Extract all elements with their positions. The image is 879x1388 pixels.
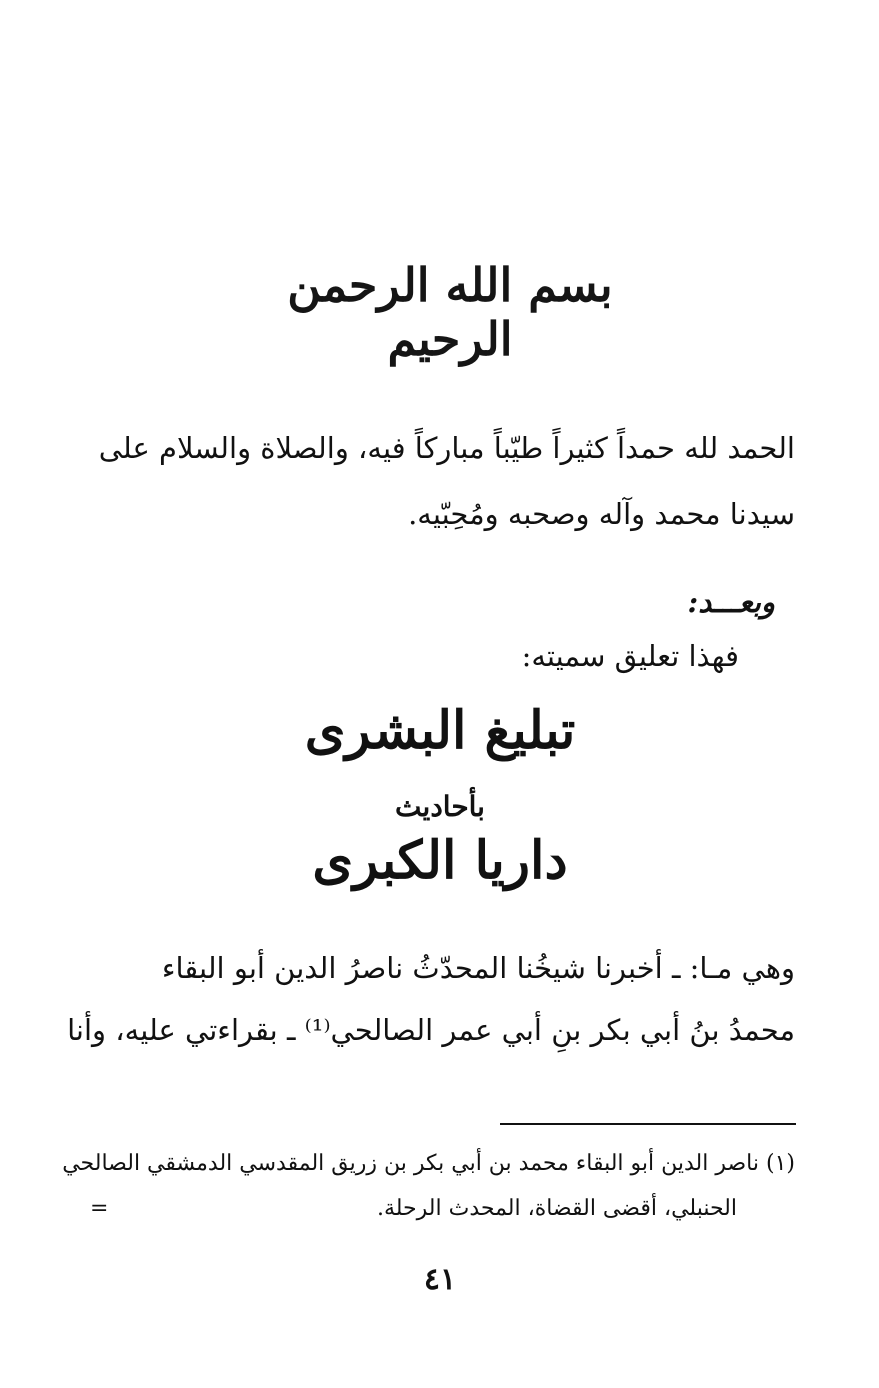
footnote-line-2: الحنبلي، أقضى القضاة، المحدث الرحلة. xyxy=(376,1196,737,1221)
footnote-continuation-mark: = xyxy=(90,1196,109,1221)
page-number: ٤١ xyxy=(423,1262,457,1297)
body2-line-1: وهي مـا: ـ أخبرنا شيخُنا المحدّثُ ناصرُ الدين أبو البقاء xyxy=(161,951,795,985)
basmala-text: بسم الله الرحمن الرحيم xyxy=(287,258,613,366)
body-line-2: سيدنا محمد وآله وصحبه ومُحِبّيه. xyxy=(408,497,795,531)
body2-line-2: محمدُ بنُ أبي بكر بنِ أبي عمر الصالحي⁽¹⁾ ـ بقراءتي عليه، وأنا xyxy=(67,1013,795,1047)
book-title-part1: تبليغ البشرى xyxy=(304,700,576,761)
book-title-part3: داريا الكبرى xyxy=(312,830,568,891)
book-title-part2: بأحاديث xyxy=(395,790,485,823)
basmala-calligraphy xyxy=(220,232,680,366)
footnote-divider xyxy=(500,1123,796,1125)
section-heading: وبعـــد: xyxy=(687,585,775,619)
body-line-1: الحمد لله حمداً كثيراً طيّباً مباركاً فيه، والصلاة والسلام على xyxy=(98,431,795,465)
footnote-line-1: (١) ناصر الدين أبو البقاء محمد بن أبي بكر بن زريق المقدسي الدمشقي الصالحي xyxy=(62,1151,795,1176)
body-line-4: فهذا تعليق سميته: xyxy=(521,639,739,673)
